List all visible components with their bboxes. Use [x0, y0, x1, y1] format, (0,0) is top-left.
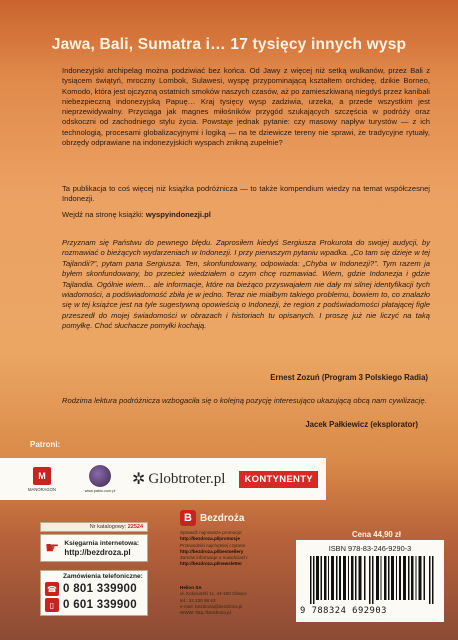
catalog-value: 22524: [127, 524, 143, 530]
manoragon-label: MANORAGON: [28, 486, 56, 492]
manoragon-logo: [22, 467, 62, 492]
info-line: Zamów informacje o nowościach:: [180, 555, 248, 561]
phone-number-1[interactable]: 0 801 339900: [63, 583, 137, 595]
promo-info: [180, 530, 310, 568]
intro-paragraph: Indonezyjski archipelag można podziwiać bez końca. Od Jawy z więcej niż setką wulkanów, przez Bali z tysiącem świątyń, mroczny Lombok, Sulawesi, wyspę przypominającą kształtem orchideę, dzikie Borneo, Komodo, która jest ojczyzną ostatnich smoków naszych czasów, aż po zamieszkiwaną niegdyś przez kanibali niebezpieczną indonezyjską Papuę… Kraj tysięcy wysp zadziwia, urzeka, a przede wszystkim jest nieprzewidywalny. Przyciąga jak magnes miłośników przygód szukających szczęścia w podróży oraz odskoczni od zachodniego stylu życia. Powstaje jednak pytanie: czy masowy napływ turystów — z ich technologią, procesami globalizacyjnymi i logiką — na te dziewicze tereny nie sprawi, że tradycyjne rytuały, obrzędy odprawiane na indonezyjskich wyspach znikną zupełnie?: [62, 66, 430, 148]
barcode-icon: [310, 556, 434, 604]
phone-label: Zamówienia telefoniczne:: [63, 573, 143, 580]
online-shop-box[interactable]: [40, 534, 148, 562]
barcode-digits: 9 788324 692903: [300, 606, 387, 616]
website-label: Wejdź na stronę książki:: [62, 210, 146, 219]
compendium-paragraph: Ta publikacja to coś więcej niż książka podróżnicza — to także kompendium wiedzy na temat współczesnej Indonezji.: [62, 184, 430, 204]
price-label: Cena 44,90 zł: [352, 530, 401, 539]
address-line: ul. Kościuszki 1c, 44-100 Gliwice: [180, 591, 247, 597]
publisher-logo: [180, 510, 244, 526]
catalog-label: Nr katalogowy:: [89, 524, 128, 530]
quote-palkiewicz: Rodzimа lektura podróżnicza wzbogaciła się o kolejną pozycję interesująco ukazującą obcą nam cywilizację.: [62, 396, 427, 405]
globtroter-logo: [132, 469, 225, 489]
bezdroza-icon: B: [180, 510, 196, 526]
website-line: [62, 210, 430, 220]
shop-label: Księgarnia internetowa:: [64, 540, 140, 547]
globtroter-label: Globtroter.pl: [148, 470, 226, 487]
address-line: e-mail: bezdroza@bezdroza.pl: [180, 603, 243, 609]
kontynenty-logo: KONTYNENTY: [239, 471, 317, 488]
info-link[interactable]: http://bezdroza.pl/bestsellery: [180, 548, 244, 554]
phone-order-box: [40, 570, 148, 616]
barcode-box: [296, 540, 444, 622]
address-line: tel.: 32 230 98 63: [180, 597, 216, 603]
pablo-icon: [89, 465, 111, 487]
page-title: Jawa, Bali, Sumatra i… 17 tysięcy innych wysp: [51, 36, 407, 53]
info-line: Sprawdź najnowsze promocje:: [180, 530, 243, 535]
sponsor-bar: [0, 458, 326, 500]
catalog-number: [40, 522, 148, 532]
address-company: Helion SA: [180, 585, 202, 590]
info-link[interactable]: http://bezdroza.pl/newsletter: [180, 561, 243, 567]
patroni-label: Patroni:: [30, 440, 61, 449]
manoragon-icon: M: [33, 467, 51, 485]
info-link[interactable]: http://bezdroza.pl/promocje: [180, 536, 240, 542]
quote-author-palkiewicz: Jacek Pałkiewicz (eksplorator): [305, 420, 418, 429]
publisher-name: Bezdroża: [200, 512, 245, 524]
website-link[interactable]: wyspyindonezji.pl: [145, 210, 211, 219]
quote-zozun: Przyznam się Państwu do pewnego błędu. Zaprosiłem kiedyś Sergiusza Prokurota do swojej audycji, by rozmawiać o bieżących wydarzeniach w Indonezji. I przy pierwszym pytaniu wpadka. „Co tam się dzieje w tej Tajlandii?”, pytam pana Sergiusza. Ten, skonfundowany, odpowiada: „Chyba w Indonezji?”. Tym razem ja byłem skonfundowany, bo przecież wiedziałem o czym chcę rozmawiać. Wiem, gdzie Indonezja i gdzie Tajlandia. Ogólnie wiem… ale informacje, które na bieżąco przyswajałem nie dały mi silnej identyfikacji tych wiadomości, a podświadomość zbiła je w jedno. Teraz nie miałbym takiego problemu, bowiem to, co znalazło się w tej książce jest na tyle sugestywną opowieścią o Indonezji, że region z podświadomości płatającej figle przeszedł do mojej świadomości w obrazach i historiach tu opisanych. I proszę już nie liczyć na taką pomyłkę. Choć słuchacze pomyłki kochają.: [62, 238, 430, 331]
shop-url[interactable]: http://bezdroza.pl: [64, 548, 131, 557]
mobile-phone-icon: ▯: [45, 598, 59, 612]
quote-author-zozun: Ernest Zozuń (Program 3 Polskiego Radia): [270, 373, 428, 382]
info-line: Przewodniki najchętniej czytane:: [180, 542, 247, 548]
publisher-address: [180, 585, 280, 616]
phone-number-2[interactable]: 0 601 339900: [63, 599, 137, 611]
isbn-label: ISBN 978-83-246-9290-3: [328, 544, 412, 553]
cursor-hand-icon: ☛: [45, 540, 60, 557]
pablo-logo: [76, 465, 124, 493]
address-line: WWW: http://bezdroza.pl: [180, 610, 231, 616]
pablo-label: www.pablo.com.pl: [84, 489, 116, 493]
phone-icon: ☎: [45, 582, 59, 596]
globe-icon: ✲: [132, 471, 146, 488]
